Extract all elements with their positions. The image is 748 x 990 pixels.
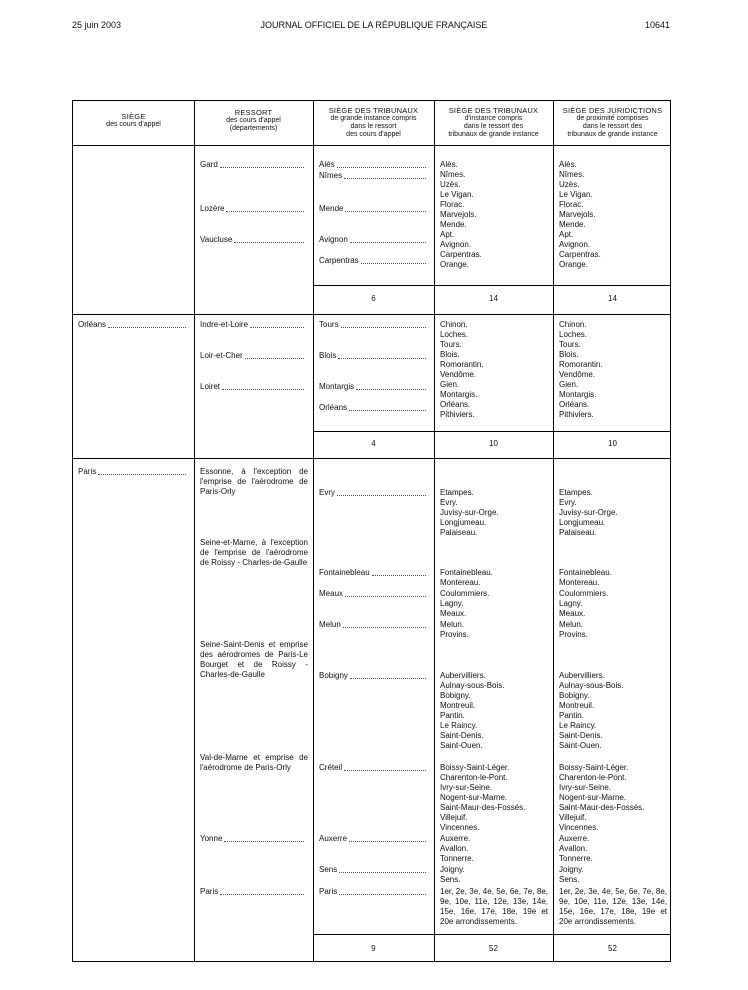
tgi-paris: Paris	[319, 887, 428, 897]
column-header-ressort: RESSORT des cours d'appel (départements)	[226, 108, 281, 132]
list-item: Avallon.	[440, 844, 469, 853]
list-item: Avallon.	[559, 844, 588, 853]
list-item: Boissy-Saint-Léger.	[559, 763, 629, 772]
list-item: Alès.	[440, 160, 458, 169]
list-item: Meaux.	[440, 609, 467, 618]
list-item: Evry.	[440, 498, 458, 507]
list-item: Lagny.	[559, 599, 583, 608]
jurisdiction-table	[72, 100, 671, 962]
list-item: Aubervilliers.	[440, 671, 486, 680]
list-item: Vendôme.	[440, 370, 477, 379]
list-item: Evry.	[559, 498, 577, 507]
list-item: Florac.	[440, 200, 465, 209]
list-item: Pantin.	[559, 711, 584, 720]
column-divider	[313, 101, 314, 961]
list-item: Uzès.	[440, 180, 461, 189]
list-item: Alès.	[559, 160, 577, 169]
tgi-melun: Melun	[319, 620, 428, 630]
list-item: Ivry-sur-Seine.	[559, 783, 612, 792]
list-item: Avignon.	[559, 240, 590, 249]
total-tgi-orleans: 4	[371, 439, 376, 448]
list-item: Tours.	[559, 340, 581, 349]
list-item: Joigny.	[559, 865, 584, 874]
list-item: Orléans.	[559, 400, 590, 409]
dept-essonne: Essonne, à l'exception de l'emprise de l'aérodrome de Paris-Orly	[200, 467, 308, 496]
total-jp-paris: 52	[608, 944, 617, 953]
list-item: Orléans.	[440, 400, 471, 409]
tgi-mende: Mende	[319, 204, 428, 214]
ti-list-melun	[440, 620, 469, 640]
list-item: Bobigny.	[559, 691, 590, 700]
list-item: Boissy-Saint-Léger.	[440, 763, 510, 772]
tgi-avignon: Avignon	[319, 235, 428, 245]
header-journal-title: JOURNAL OFFICIEL DE LA RÉPUBLIQUE FRANÇAISE	[260, 20, 488, 30]
ti-list-nimes	[440, 160, 482, 270]
list-item: Lagny.	[440, 599, 464, 608]
total-ti-paris: 52	[489, 944, 498, 953]
list-item: Apt.	[559, 230, 574, 239]
jp-paris-arrondissements: 1er, 2e, 3e, 4e, 5e, 6e, 7e, 8e, 9e, 10e, 11e, 12e, 13e, 14e, 15e, 16e, 17e, 18e, 19e et 20e arrondissements.	[559, 887, 667, 926]
list-item: Juvisy-sur-Orge.	[559, 508, 618, 517]
column-header-jp: SIÈGE DES JURIDICTIONS de proximité comprises dans le ressort des tribunaux de grande instance	[562, 106, 663, 138]
list-item: Le Raincy.	[440, 721, 478, 730]
column-divider	[553, 101, 554, 961]
total-ti-nimes: 14	[489, 294, 498, 303]
tgi-evry: Evry	[319, 488, 428, 498]
column-divider	[194, 101, 195, 961]
total-ti-orleans: 10	[489, 439, 498, 448]
list-item: Vendôme.	[559, 370, 596, 379]
list-item: Uzès.	[559, 180, 580, 189]
list-item: Sens.	[559, 875, 580, 884]
list-item: Tours.	[440, 340, 462, 349]
list-item: Chinon.	[440, 320, 468, 329]
ti-list-evry	[440, 488, 499, 538]
dept-lozere: Lozère	[200, 204, 306, 214]
jp-list-fontainebleau	[559, 568, 612, 588]
list-item: Montereau.	[559, 578, 600, 587]
list-item: Sens.	[440, 875, 461, 884]
list-item: Pantin.	[440, 711, 465, 720]
list-item: Joigny.	[440, 865, 465, 874]
subtotal-divider	[313, 285, 670, 286]
ti-list-fontainebleau	[440, 568, 493, 588]
dept-vaucluse: Vaucluse	[200, 235, 306, 245]
list-item: Montereau.	[440, 578, 481, 587]
ti-paris-arrondissements: 1er, 2e, 3e, 4e, 5e, 6e, 7e, 8e, 9e, 10e, 11e, 12e, 13e, 14e, 15e, 16e, 17e, 18e, 19e et 20e arrondissements.	[440, 887, 548, 926]
list-item: Bobigny.	[440, 691, 471, 700]
list-item: Orange.	[559, 260, 588, 269]
list-item: Montargis.	[440, 390, 478, 399]
list-item: Tonnerre.	[440, 854, 474, 863]
list-item: Auxerre.	[440, 834, 471, 843]
list-item: Palaiseau.	[559, 528, 597, 537]
list-item: Aulnay-sous-Bois.	[440, 681, 505, 690]
list-item: Carpentras.	[559, 250, 601, 259]
list-item: Carpentras.	[440, 250, 482, 259]
row-divider	[73, 458, 670, 459]
list-item: Loches.	[559, 330, 588, 339]
total-tgi-paris: 9	[371, 944, 376, 953]
seat-paris: Paris	[78, 467, 188, 477]
list-item: Charenton-le-Pont.	[440, 773, 508, 782]
list-item: Le Raincy.	[559, 721, 597, 730]
list-item: Melun.	[559, 620, 584, 629]
dept-loiret: Loiret	[200, 382, 306, 392]
list-item: Tonnerre.	[559, 854, 593, 863]
list-item: Ivry-sur-Seine.	[440, 783, 493, 792]
dept-val-de-marne: Val-de-Marne et emprise de l'aérodrome de Paris-Orly	[200, 753, 308, 772]
list-item: Vincennes.	[440, 823, 480, 832]
list-item: Marvejols.	[559, 210, 596, 219]
list-item: Etampes.	[559, 488, 593, 497]
dept-seine-et-marne: Seine-et-Marne, à l'exception de l'emprise de l'aérodrome de Roissy - Charles-de-Gaulle	[200, 538, 308, 567]
total-jp-nimes: 14	[608, 294, 617, 303]
list-item: Loches.	[440, 330, 469, 339]
list-item: Provins.	[440, 630, 469, 639]
dept-seine-saint-denis: Seine-Saint-Denis et emprise des aérodromes de Paris-Le Bourget et de Roissy - Charles-de-Gaulle	[200, 640, 308, 679]
list-item: Saint-Ouen.	[559, 741, 602, 750]
row-divider	[73, 314, 670, 315]
list-item: Longjumeau.	[440, 518, 487, 527]
list-item: Romorantin.	[559, 360, 603, 369]
jp-list-auxerre	[559, 834, 593, 864]
header-page-number: 10641	[644, 20, 670, 30]
list-item: Apt.	[440, 230, 455, 239]
tgi-montargis: Montargis	[319, 382, 428, 392]
column-header-ti: SIÈGE DES TRIBUNAUX d'instance compris dans le ressort des tribunaux de grande instance	[448, 106, 539, 138]
list-item: Palaiseau.	[440, 528, 478, 537]
list-item: Melun.	[440, 620, 465, 629]
jp-list-evry	[559, 488, 618, 538]
list-item: Nogent-sur-Marne.	[559, 793, 627, 802]
list-item: Juvisy-sur-Orge.	[440, 508, 499, 517]
list-item: Villejuif.	[440, 813, 468, 822]
jp-list-melun	[559, 620, 588, 640]
tgi-tours: Tours	[319, 320, 428, 330]
list-item: Fontainebleau.	[559, 568, 612, 577]
list-item: Etampes.	[440, 488, 474, 497]
list-item: Saint-Denis.	[559, 731, 603, 740]
column-header-cour: SIÈGE des cours d'appel	[106, 112, 161, 128]
jp-list-orleans	[559, 320, 603, 420]
list-item: Meaux.	[559, 609, 586, 618]
list-item: Avignon.	[440, 240, 471, 249]
list-item: Gien.	[559, 380, 579, 389]
ti-list-sens	[440, 865, 465, 885]
total-jp-orleans: 10	[608, 439, 617, 448]
tgi-orleans: Orléans	[319, 403, 428, 413]
list-item: Coulommiers.	[440, 589, 490, 598]
list-item: Fontainebleau.	[440, 568, 493, 577]
dept-paris: Paris	[200, 887, 306, 897]
list-item: Montreuil.	[559, 701, 595, 710]
subtotal-divider	[313, 934, 670, 935]
total-tgi-nimes: 6	[371, 294, 376, 303]
ti-list-orleans	[440, 320, 484, 420]
tgi-ales: Alès	[319, 160, 428, 170]
list-item: Saint-Maur-des-Fossés.	[440, 803, 526, 812]
tgi-bobigny: Bobigny	[319, 671, 428, 681]
column-header-tgi: SIÈGE DES TRIBUNAUX de grande instance compris dans le ressort des cours d'appel	[328, 106, 419, 138]
tgi-meaux: Meaux	[319, 589, 428, 599]
list-item: Saint-Ouen.	[440, 741, 483, 750]
tgi-nimes: Nîmes	[319, 171, 428, 181]
list-item: Mende.	[559, 220, 586, 229]
list-item: Marvejols.	[440, 210, 477, 219]
list-item: Vincennes.	[559, 823, 599, 832]
list-item: Saint-Maur-des-Fossés.	[559, 803, 645, 812]
dept-loir-et-cher: Loir-et-Cher	[200, 351, 306, 361]
tgi-carpentras: Carpentras	[319, 256, 428, 266]
tgi-fontainebleau: Fontainebleau	[319, 568, 428, 578]
jp-list-sens	[559, 865, 584, 885]
list-item: Romorantin.	[440, 360, 484, 369]
tgi-creteil: Créteil	[319, 763, 428, 773]
list-item: Nogent-sur-Marne.	[440, 793, 508, 802]
list-item: Le Vigan.	[440, 190, 474, 199]
ti-list-bobigny	[440, 671, 504, 751]
tgi-auxerre: Auxerre	[319, 834, 428, 844]
jp-list-creteil	[559, 763, 644, 833]
list-item: Aulnay-sous-Bois.	[559, 681, 624, 690]
tgi-sens: Sens	[319, 865, 428, 875]
list-item: Montargis.	[559, 390, 597, 399]
list-item: Auxerre.	[559, 834, 590, 843]
dept-yonne: Yonne	[200, 834, 306, 844]
header-date: 25 juin 2003	[72, 20, 122, 30]
list-item: Mende.	[440, 220, 467, 229]
list-item: Nîmes.	[559, 170, 585, 179]
jp-list-bobigny	[559, 671, 623, 751]
list-item: Villejuif.	[559, 813, 587, 822]
list-item: Le Vigan.	[559, 190, 593, 199]
list-item: Aubervilliers.	[559, 671, 605, 680]
list-item: Provins.	[559, 630, 588, 639]
list-item: Charenton-le-Pont.	[559, 773, 627, 782]
ti-list-auxerre	[440, 834, 474, 864]
header-divider	[73, 145, 670, 146]
list-item: Pithiviers.	[440, 410, 475, 419]
list-item: Blois.	[440, 350, 460, 359]
list-item: Saint-Denis.	[440, 731, 484, 740]
seat-orleans: Orléans	[78, 320, 188, 330]
list-item: Longjumeau.	[559, 518, 606, 527]
column-divider	[434, 101, 435, 961]
jp-list-nimes	[559, 160, 601, 270]
list-item: Coulommiers.	[559, 589, 609, 598]
dept-gard: Gard	[200, 160, 306, 170]
list-item: Pithiviers.	[559, 410, 594, 419]
ti-list-creteil	[440, 763, 525, 833]
jp-list-meaux	[559, 589, 608, 619]
tgi-blois: Blois	[319, 351, 428, 361]
list-item: Florac.	[559, 200, 584, 209]
list-item: Orange.	[440, 260, 469, 269]
dept-indre-et-loire: Indre-et-Loire	[200, 320, 306, 330]
ti-list-meaux	[440, 589, 489, 619]
list-item: Blois.	[559, 350, 579, 359]
list-item: Montreuil.	[440, 701, 476, 710]
list-item: Gien.	[440, 380, 460, 389]
subtotal-divider	[313, 431, 670, 432]
list-item: Nîmes.	[440, 170, 466, 179]
list-item: Chinon.	[559, 320, 587, 329]
